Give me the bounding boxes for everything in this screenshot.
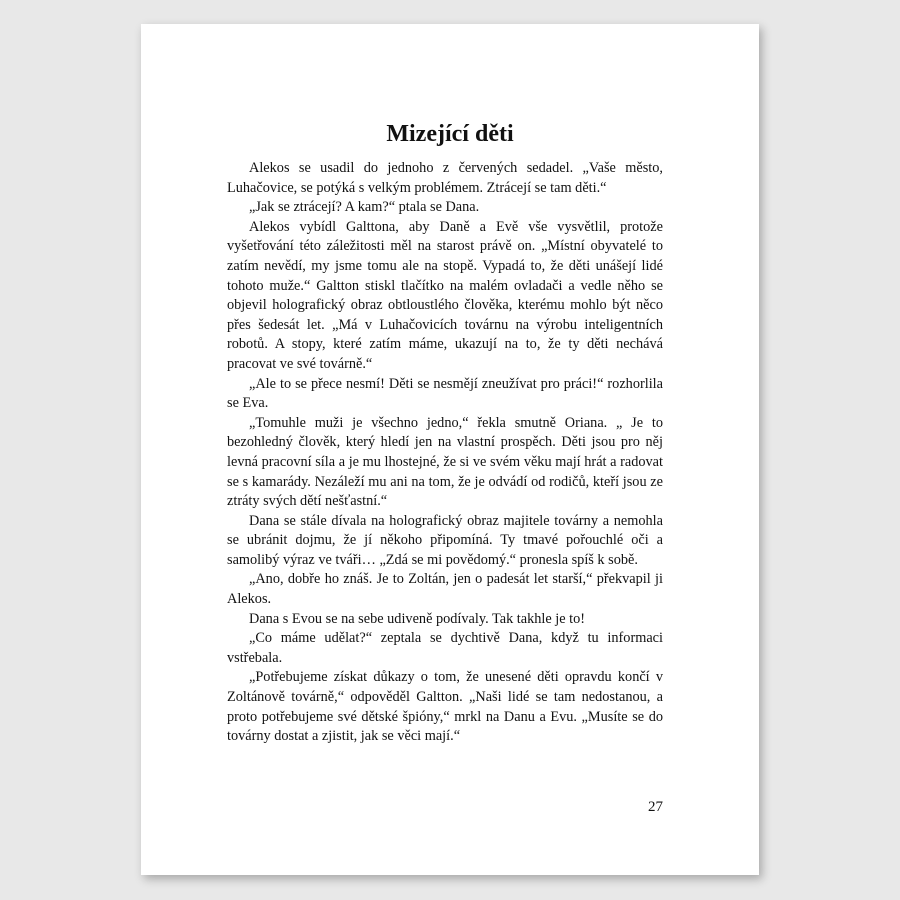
paragraph: „Ale to se přece nesmí! Děti se nesmějí zneužívat pro práci!“ rozhorlila se Eva. [227,375,663,412]
paragraph: „Ano, dobře ho znáš. Je to Zoltán, jen o padesát let starší,“ překvapil ji Alekos. [227,571,663,608]
paragraph: Alekos se usadil do jednoho z červených sedadel. „Vaše město, Luhačovice, se potýká s velkým problémem. Ztrácejí se tam děti.“ [227,160,663,196]
paragraph: „Jak se ztrácejí? A kam?“ ptala se Dana. [249,199,480,216]
book-page [141,24,759,875]
paragraph: Dana s Evou se na sebe udiveně podívaly. Tak takhle je to! [249,610,586,627]
chapter-body [227,159,663,747]
page-number: 27 [648,799,663,815]
paragraph: Dana se stále dívala na holografický obraz majitele továrny a nemohla se ubránit dojmu, že jí někoho připomíná. Ty tmavé pořouchlé oči a samolibý výraz ve tváři… „Zdá se mi povědomý.“ pronesla spíš k sobě. [227,512,663,568]
paragraph: „Potřebujeme získat důkazy o tom, že unesené děti opravdu končí v Zoltánově továrně,“ odpověděl Galtton. „Naši lidé se tam nedostanou, a proto potřebujeme své dětské špióny,“ mrkl na Danu a Evu. „Musíte se do továrny dostat a zjistit, jak se věci mají.“ [227,669,663,745]
paragraph: Alekos vybídl Galttona, aby Daně a Evě vše vysvětlil, protože vyšetřování této záležitosti měl na starost právě on. „Místní obyvatelé to zatím nevědí, my jsme tomu ale na stopě. Vypadá to, že děti unášejí lidé tohoto muže.“ Galtton stiskl tlačítko na malém ovladači a vedle něho se objevil holografický obraz obtloustlého člověka, kterému mohlo být něco přes šedesát let. „Má v Luhačovicích továrnu na výrobu inteligentních robotů. A stopy, které zatím máme, ukazují na to, že ty děti nechává pracovat ve své továrně.“ [227,218,663,372]
paragraph: „Tomuhle muži je všechno jedno,“ řekla smutně Oriana. „ Je to bezohledný člověk, který hledí jen na vlastní prospěch. Děti jsou pro něj levná pracovní síla a je mu lhostejné, že si ve svém věku mají hrát a radovat se s kamarády. Nezáleží mu ani na tom, že je odvádí od rodičů, kteří jsou ze ztráty svých dětí nešťastní.“ [227,414,663,510]
paragraph: „Co máme udělat?“ zeptala se dychtivě Dana, když tu informaci vstřebala. [227,630,663,666]
chapter-title: Mizející děti [386,121,514,147]
